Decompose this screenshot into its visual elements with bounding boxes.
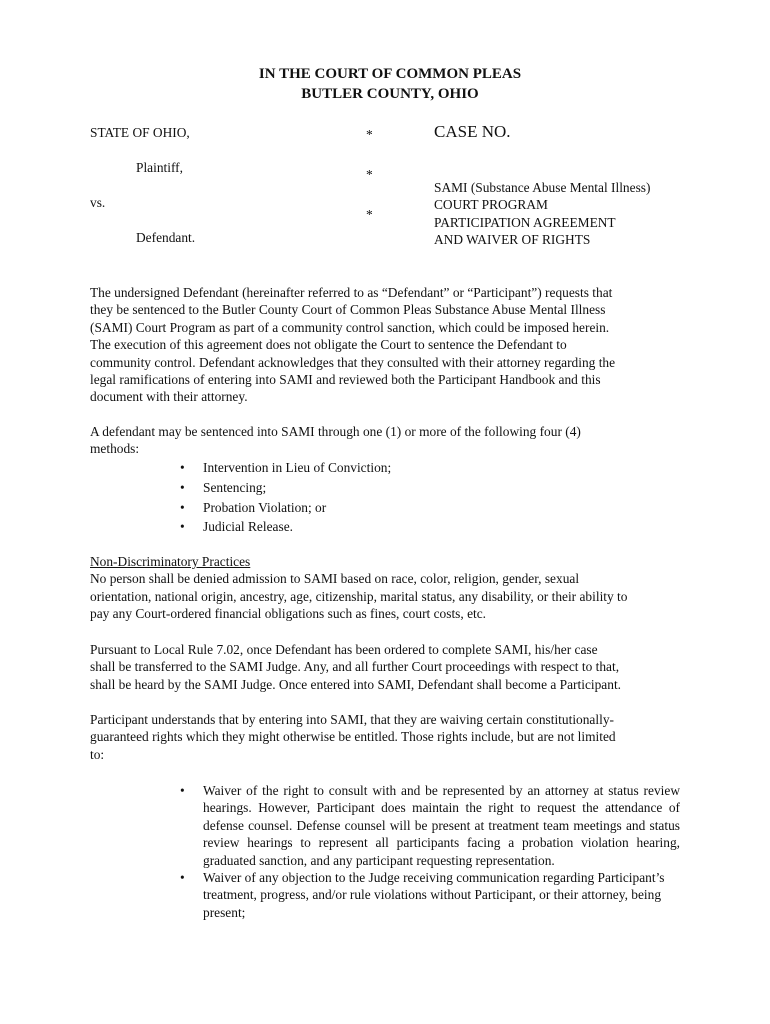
paragraph-line: document with their attorney. bbox=[90, 389, 248, 405]
list-item: • Judicial Release. bbox=[180, 517, 391, 537]
party-state: STATE OF OHIO, bbox=[90, 125, 190, 140]
paragraph-line: shall be heard by the SAMI Judge. Once entered into SAMI, Defendant shall become a Participant. bbox=[90, 676, 622, 692]
paragraph-line: Participant understands that by entering into SAMI, that they are waiving certain constitutionally- bbox=[90, 712, 614, 727]
paragraph-line: The execution of this agreement does not obligate the Court to sentence the Defendant to bbox=[90, 337, 567, 353]
plaintiff-label: Plaintiff, bbox=[136, 160, 183, 175]
paragraph-line: The undersigned Defendant (hereinafter referred to as “Defendant” or “Participant”) requests that bbox=[90, 285, 613, 300]
defendant-label: Defendant. bbox=[136, 230, 196, 245]
local-rule-paragraph bbox=[90, 641, 680, 693]
paragraph-line: A defendant may be sentenced into SAMI through one (1) or more of the following four (4) bbox=[90, 424, 581, 439]
intro-paragraph bbox=[90, 284, 680, 406]
waivers-list bbox=[180, 782, 680, 921]
caption-star: * bbox=[366, 207, 373, 222]
list-item: • Waiver of the right to consult with and be represented by an attorney at status review hearings. However, Participant does maintain the right to request the attendance of defense counsel. Defense counsel will be present at treatment team meetings and status review hearings to represent all participants facing a probation violation hearing, graduated sanction, and any participant requesting representation. bbox=[180, 782, 680, 869]
caption-star: * bbox=[366, 167, 373, 182]
court-heading-line1: IN THE COURT OF COMMON PLEAS bbox=[258, 66, 522, 82]
paragraph-line: (SAMI) Court Program as part of a community control sanction, which could be imposed herein. bbox=[90, 319, 610, 335]
document-title-line: AND WAIVER OF RIGHTS bbox=[434, 232, 591, 248]
paragraph-line: to: bbox=[90, 746, 105, 762]
list-item: • Sentencing; bbox=[180, 478, 391, 498]
case-number-label: CASE NO. bbox=[434, 122, 511, 141]
court-heading bbox=[0, 64, 770, 104]
document-title bbox=[434, 179, 650, 249]
rights-paragraph bbox=[90, 711, 680, 763]
paragraph-line: shall be transferred to the SAMI Judge. Any, and all further Court proceedings with respect to that, bbox=[90, 659, 620, 675]
methods-list bbox=[180, 458, 391, 537]
list-item: • Probation Violation; or bbox=[180, 498, 391, 518]
list-item: • Intervention in Lieu of Conviction; bbox=[180, 458, 391, 478]
methods-paragraph bbox=[90, 423, 680, 458]
paragraph-line: they be sentenced to the Butler County Court of Common Pleas Substance Abuse Mental Illness bbox=[90, 302, 606, 318]
paragraph-line: pay any Court-ordered financial obligations such as fines, court costs, etc. bbox=[90, 606, 487, 622]
section-heading: Non-Discriminatory Practices bbox=[90, 554, 251, 569]
paragraph-line: orientation, national origin, ancestry, age, citizenship, marital status, any disability, or their ability to bbox=[90, 588, 628, 604]
paragraph-line: No person shall be denied admission to SAMI based on race, color, religion, gender, sexual bbox=[90, 571, 580, 587]
versus-label: vs. bbox=[90, 195, 106, 210]
paragraph-line: guaranteed rights which they might otherwise be entitled. Those rights include, but are not limited bbox=[90, 729, 616, 745]
caption-star: * bbox=[366, 127, 373, 142]
list-item: • Waiver of any objection to the Judge receiving communication regarding Participant’s treatment, progress, and/or rule violations without Participant, or their attorney, being present; bbox=[180, 869, 680, 921]
document-title-line: COURT PROGRAM bbox=[434, 197, 548, 213]
paragraph-line: community control. Defendant acknowledges that they consulted with their attorney regarding the bbox=[90, 354, 616, 370]
nondiscrimination-section bbox=[90, 553, 680, 623]
paragraph-line: legal ramifications of entering into SAMI and reviewed both the Participant Handbook and this bbox=[90, 372, 601, 388]
court-heading-line2: BUTLER COUNTY, OHIO bbox=[301, 86, 479, 102]
document-title-line: SAMI (Substance Abuse Mental Illness) bbox=[434, 180, 651, 195]
paragraph-line: methods: bbox=[90, 441, 140, 457]
document-title-line: PARTICIPATION AGREEMENT bbox=[434, 214, 616, 230]
paragraph-line: Pursuant to Local Rule 7.02, once Defendant has been ordered to complete SAMI, his/her case bbox=[90, 642, 598, 657]
